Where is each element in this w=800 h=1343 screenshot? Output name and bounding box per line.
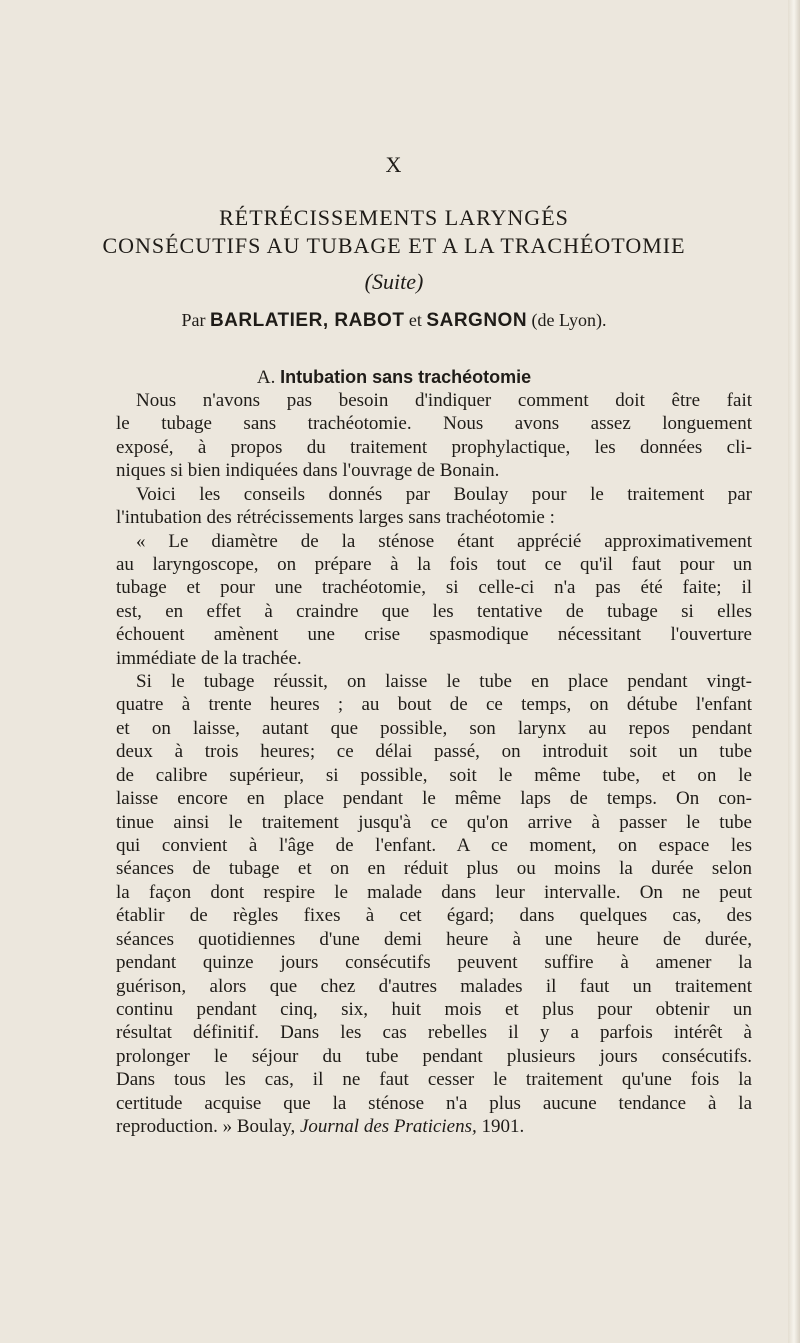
section-heading [0,367,788,389]
text-line: la façon dont respire le malade dans leur intervalle. On ne peut [116,881,752,903]
text-line: tubage et pour une trachéotomie, si celle-ci n'a pas été faite; il [116,577,752,599]
author-prefix: Par [181,310,206,330]
text-line: continu pendant cinq, six, huit mois et plus pour obtenir un [116,998,752,1020]
body-text [116,389,752,1139]
text-line: qui convient à l'âge de l'enfant. A ce moment, on espace les [116,835,752,857]
author-conjunction: et [408,310,422,330]
text-line: séances de tubage et on en réduit plus ou moins la durée selon [116,858,752,880]
author-affiliation: (de Lyon). [531,310,607,330]
text-line: résultat définitif. Dans les cas rebelles il y a parfois intérêt à [116,1022,752,1044]
text-line: le tubage sans trachéotomie. Nous avons assez longuement [116,413,752,435]
text-line: échouent amènent une crise spasmodique nécessitant l'ouverture [116,624,752,646]
closing-text: reproduction. » Boulay, [116,1116,296,1138]
page-edge [788,0,800,1343]
text-line: séances quotidiennes d'une demi heure à une heure de durée, [116,928,752,950]
text-line: guérison, alors que chez d'autres malades il faut un traitement [116,975,752,997]
text-line: Dans tous les cas, il ne faut cesser le traitement qu'une fois la [116,1069,752,1091]
text-line-final [116,1115,752,1138]
text-line: immédiate de la trachée. [116,647,302,669]
text-line: Voici les conseils donnés par Boulay pour le traitement par [136,483,752,505]
journal-title: Journal des Praticiens, [299,1116,477,1138]
author-line [0,310,788,332]
text-line: pendant quinze jours consécutifs peuvent suffire à amener la [116,952,752,974]
text-line: laisse encore en place pendant le même laps de temps. On con- [116,788,752,810]
section-letter: A. [256,367,276,388]
text-line: est, en effet à craindre que les tentative de tubage si elles [116,600,752,622]
subtitle: (Suite) [364,269,424,294]
author-names-1: BARLATIER, RABOT [209,310,405,331]
author-names-2: SARGNON [426,310,528,331]
text-line: exposé, à propos du traitement prophylactique, les données cli- [116,436,752,458]
title-line-2: CONSÉCUTIFS AU TUBAGE ET A LA TRACHÉOTOMIE [102,233,686,258]
text-line: Nous n'avons pas besoin d'indiquer comment doit être fait [136,390,752,411]
section-title: Intubation sans trachéotomie [280,367,532,387]
title-line-1: RÉTRÉCISSEMENTS LARYNGÉS [219,205,569,230]
chapter-number: X [385,152,403,177]
citation-year: 1901. [481,1116,525,1138]
text-line: certitude acquise que la sténose n'a plus aucune tendance à la [116,1092,752,1114]
text-line: Si le tubage réussit, on laisse le tube en place pendant vingt- [136,671,752,693]
text-line: tinue ainsi le traitement jusqu'à ce qu'on arrive à passer le tube [116,811,752,833]
text-line: l'intubation des rétrécissements larges sans trachéotomie : [116,507,555,529]
text-line: établir de règles fixes à cet égard; dans quelques cas, des [116,905,752,927]
text-line: « Le diamètre de la sténose étant apprécié approximativement [136,530,752,552]
text-line: et on laisse, autant que possible, son larynx au repos pendant [116,717,752,739]
text-line: deux à trois heures; ce délai passé, on introduit soit un tube [116,741,752,763]
text-line: de calibre supérieur, si possible, soit le même tube, et on le [116,764,752,786]
text-line: niques si bien indiquées dans l'ouvrage de Bonain. [116,460,500,482]
text-line: prolonger le séjour du tube pendant plusieurs jours consécutifs. [116,1045,752,1067]
text-line: quatre à trente heures ; au bout de ce temps, on détube l'enfant [116,694,752,716]
text-line: au laryngoscope, on prépare à la fois tout ce qu'il faut pour un [116,553,752,575]
